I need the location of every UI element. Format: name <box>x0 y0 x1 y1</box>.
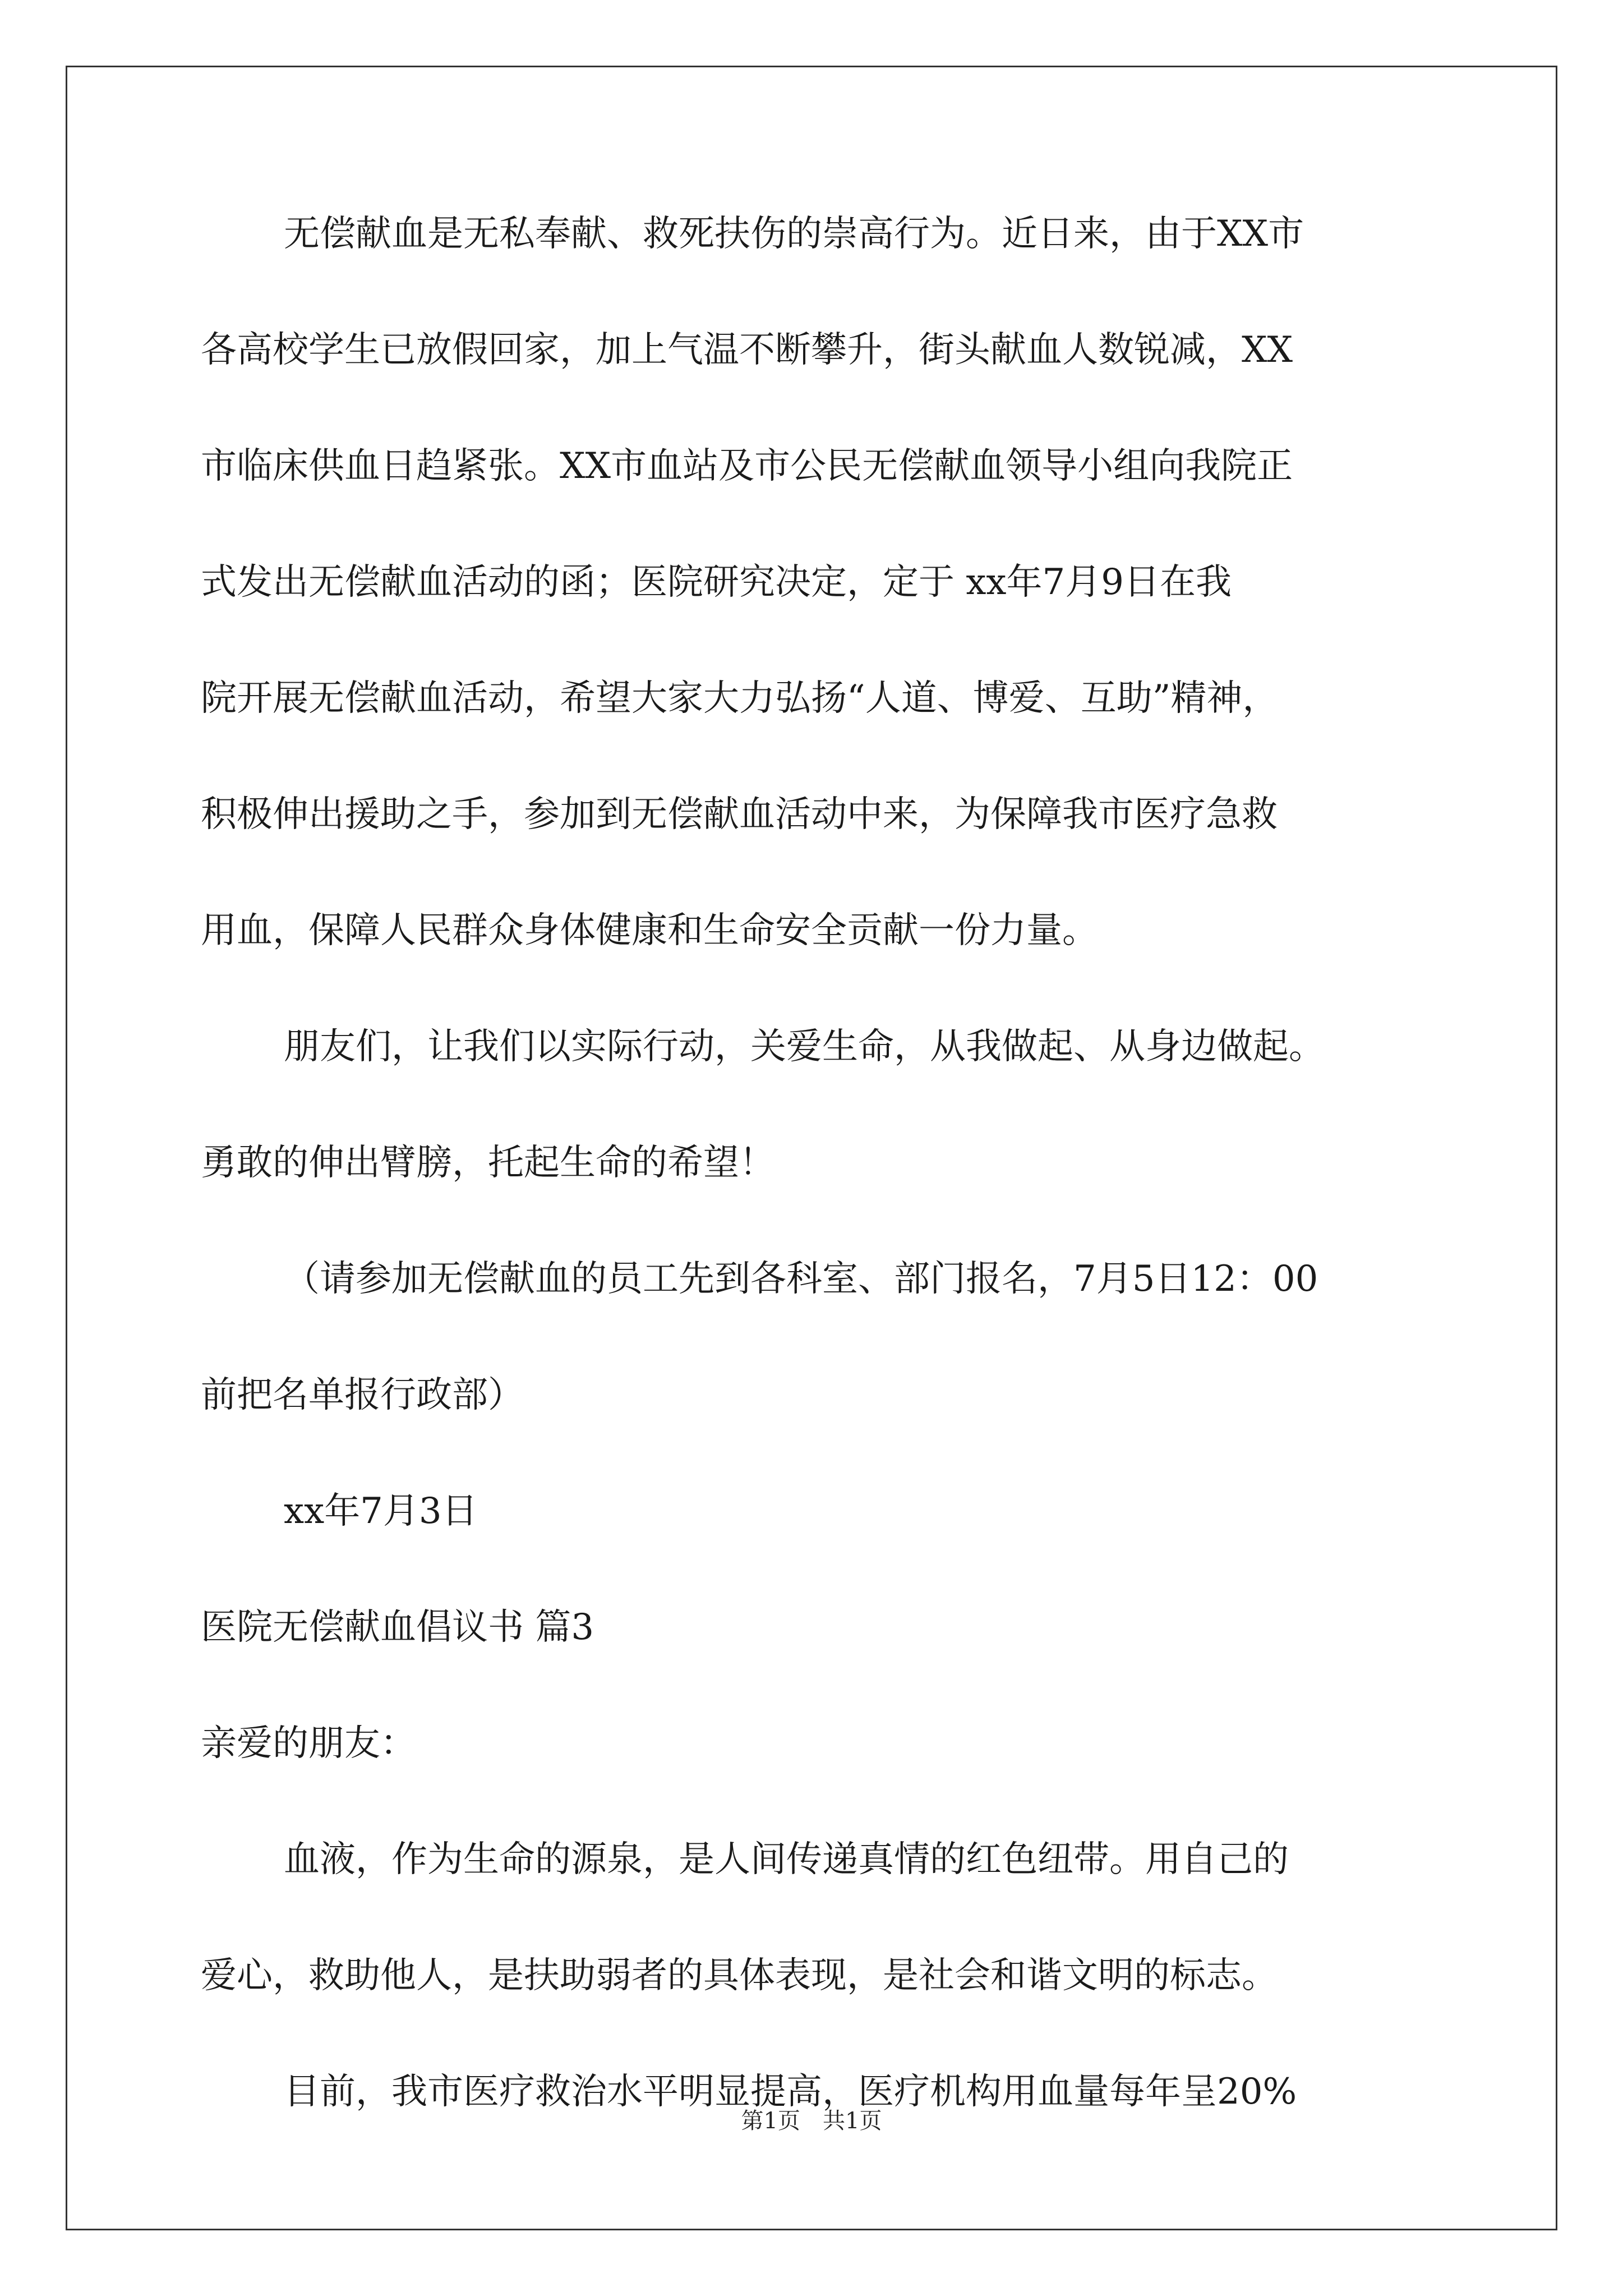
paragraph-line: 血液，作为生命的源泉，是人间传递真情的红色纽带。用自己的 <box>284 1839 1289 1880</box>
paragraph-line: 市临床供血日趋紧张。XX市血站及市公民无偿献血领导小组向我院正 <box>201 445 1293 487</box>
paragraph-line: 爱心，救助他人，是扶助弱者的具体表现，是社会和谐文明的标志。 <box>201 1955 1278 1996</box>
paragraph-line: 勇敢的伸出臂膀，托起生命的希望！ <box>201 1142 775 1184</box>
paragraph-line: （请参加无偿献血的员工先到各科室、部门报名，7月5日12：00 <box>284 1258 1318 1300</box>
paragraph-line: 目前，我市医疗救治水平明显提高，医疗机构用血量每年呈20% <box>284 2071 1297 2113</box>
paragraph-line: 院开展无偿献血活动，希望大家大力弘扬“人道、博爱、互助”精神， <box>201 678 1279 719</box>
paragraph-line: 积极伸出援助之手，参加到无偿献血活动中来，为保障我市医疗急救 <box>201 794 1278 835</box>
paragraph-line: 用血，保障人民群众身体健康和生命安全贡献一份力量。 <box>201 910 1098 951</box>
paragraph-line: 朋友们，让我们以实际行动，关爱生命，从我做起、从身边做起。 <box>284 1026 1325 1068</box>
salutation: 亲爱的朋友： <box>201 1723 416 1764</box>
paragraph-line: 各高校学生已放假回家，加上气温不断攀升，街头献血人数锐减，XX <box>201 329 1293 371</box>
section-heading: 医院无偿献血倡议书 篇3 <box>201 1607 594 1648</box>
page-footer: 第1页 共1页 <box>741 2108 882 2134</box>
paragraph-line: 式发出无偿献血活动的函；医院研究决定，定于 xx年7月9日在我 <box>201 562 1232 603</box>
date-line: xx年7月3日 <box>284 1490 478 1532</box>
paragraph-line: 前把名单报行政部） <box>201 1374 524 1416</box>
paragraph-line: 无偿献血是无私奉献、救死扶伤的崇高行为。近日来，由于XX市 <box>284 213 1304 255</box>
